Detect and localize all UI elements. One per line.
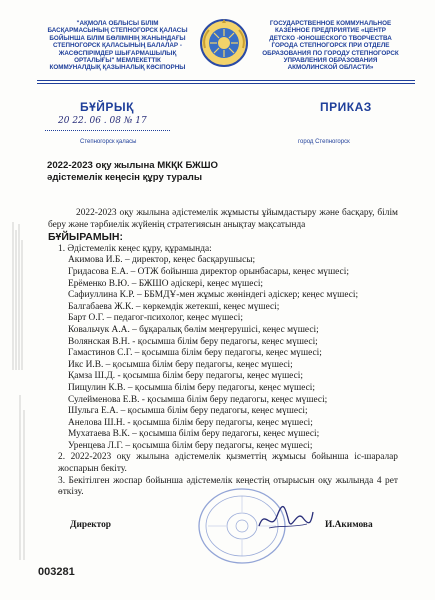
city-ru: город Степногорск	[298, 139, 350, 145]
member-line: Икс И.В. – қосымша білім беру педагогы, кеңес мүшесі;	[68, 359, 293, 370]
title-line: әдістемелік кеңесін құру туралы	[47, 171, 203, 183]
serial-number: 003281	[38, 566, 75, 578]
item-3-paragraph: 3. Бекітілген жоспар бойынша әдістемелік кеңестің отырысын оқу жылында 4 рет өткізу.	[58, 475, 398, 498]
letterhead-rule-bottom	[37, 83, 415, 84]
member-line: Ковальчук А.А. – бұқаралық бөлім меңгерушісі, кеңес мүшесі;	[68, 324, 319, 335]
title-line: 2022-2023 оқу жылына МКҚК БЖШО	[47, 160, 218, 171]
member-line: Уренцева Л.Г. – қосымша білім беру педагогы, кеңес мүшесі;	[68, 440, 313, 451]
signature-label: Директор	[70, 520, 112, 530]
letterhead-left-line: ОРТАЛЫҒЫ" МЕМЛЕКЕТТІК	[74, 57, 161, 65]
member-line: Сафиуллина К.Р. – ББМДҰ-мен жұмыс жөніндегі әдіскер; кеңес мүшесі;	[68, 290, 359, 301]
member-line: Мухатаева В.К. – қосымша білім беру педагогы, кеңес мүшесі;	[68, 429, 320, 440]
item-2-paragraph: 2. 2022-2023 оқу жылына әдістемелік қызметтің жұмысы бойынша іс-шаралар жоспарын бекіту.	[58, 452, 398, 475]
letterhead-right	[253, 20, 408, 72]
letterhead-right-line: КАЗЕННОЕ ПРЕДПРИЯТИЕ «ЦЕНТР	[275, 27, 386, 35]
letterhead-left-line: СТЕПНОГОРСК ҚАЛАСЫНЫҢ БАЛАЛАР -	[53, 42, 182, 50]
member-line: Қамза Ш.Д. - қосымша білім беру педагогы, кеңес мүшесі;	[68, 371, 303, 382]
intro-paragraph: 2022-2023 оқу жылына әдістемелік жұмысты ұйымдастыру және басқару, білім беру және тәрбиелік жүйенің стратегиясын анықтау мақсатында	[48, 208, 398, 230]
document-body	[48, 208, 398, 499]
handwritten-signature-icon	[255, 498, 315, 538]
member-line: Шульга Е.А. – қосымша білім беру педагогы, кеңес мүшесі;	[68, 406, 308, 417]
member-line: Волянская В.Н. - қосымша білім беру педагогы, кеңес мүшесі;	[68, 336, 318, 347]
member-line: Акимова И.Б. – директор, кеңес басқарушысы;	[68, 255, 256, 266]
letterhead-rule-top	[37, 80, 415, 81]
member-line: Сулейменова Е.В. - қосымша білім беру педагогы, кеңес мүшесі;	[68, 394, 328, 405]
letterhead-left-line: БАСҚАРМАСЫНЫҢ СТЕПНОГОРСК ҚАЛАСЫ	[47, 27, 188, 35]
letterhead-left-line: БОЙЫНША БІЛІМ БӨЛІМІНІҢ ЖАНЫНДАҒЫ	[49, 34, 186, 42]
signatory-name: И.Акимова	[325, 520, 373, 530]
member-line: Ерёменко В.Ю. – БЖШО әдіскері, кеңес мүшесі;	[68, 278, 264, 289]
member-line: Пищулин К.В. – қосымша білім беру педагогы, кеңес мүшесі;	[68, 382, 315, 393]
handwritten-date: 20 22. 06 . 08 № 17	[58, 116, 147, 126]
document-title	[47, 160, 218, 183]
letterhead-left	[40, 20, 195, 72]
letterhead-right-line: ГОСУДАРСТВЕННОЕ КОММУНАЛЬНОЕ	[269, 20, 392, 27]
letterhead-right-line: УПРАВЛЕНИЯ ОБРАЗОВАНИЯ	[283, 57, 378, 65]
margin-stamp-text-icon	[10, 220, 26, 370]
letterhead-right-line: ОБРАЗОВАНИЯ ПО ГОРОДУ СТЕПНОГОРСК	[262, 49, 399, 57]
letterhead-left-line: "АҚМОЛА ОБЛЫСЫ БІЛІМ	[76, 20, 159, 27]
letterhead-right-line: ДЕТСКО -ЮНОШЕСКОГО ТВОРЧЕСТВА	[269, 34, 392, 42]
item-1-heading: 1. Әдістемелік кеңес құру, құрамында:	[58, 243, 212, 254]
order-heading-kz: БҰЙРЫҚ	[80, 100, 134, 114]
member-line: Балгабаева Ж.К. – көркемдік жетекші, кеңес мүшесі;	[68, 301, 280, 312]
city-kz: Степногорск қаласы	[80, 139, 137, 145]
decree-heading: БҰЙЫРАМЫН:	[48, 231, 123, 244]
letterhead-right-line: ГОРОДА СТЕПНОГОРСК ПРИ ОТДЕЛЕ	[271, 42, 390, 50]
member-line: Барт О.Г. – педагог-психолог, кеңес мүшесі;	[68, 313, 243, 324]
member-line: Гамастинов С.Г. – қосымша білім беру педагогы, кеңес мүшесі;	[68, 348, 322, 359]
letterhead-left-line: ЖАСӨСПІРІМДЕР ШЫҒАРМАШЫЛЫҚ	[58, 49, 177, 57]
letterhead-left-line: КОММУНАЛДЫҚ ҚАЗЫНАЛЫҚ КӘСІПОРНЫ	[49, 64, 186, 72]
member-line: Гридасова Е.А. – ОТЖ бойынша директор орынбасары, кеңес мүшесі;	[68, 266, 349, 277]
member-line: Анелова Ш.Н. - қосымша білім беру педагогы, кеңес мүшесі;	[68, 417, 313, 428]
order-heading-ru: ПРИКАЗ	[320, 100, 372, 114]
state-emblem-icon	[199, 18, 249, 68]
margin-stamp-text-icon	[17, 390, 27, 560]
letterhead-right-line: АКМОЛИНСКОЙ ОБЛАСТИ»	[287, 64, 374, 72]
